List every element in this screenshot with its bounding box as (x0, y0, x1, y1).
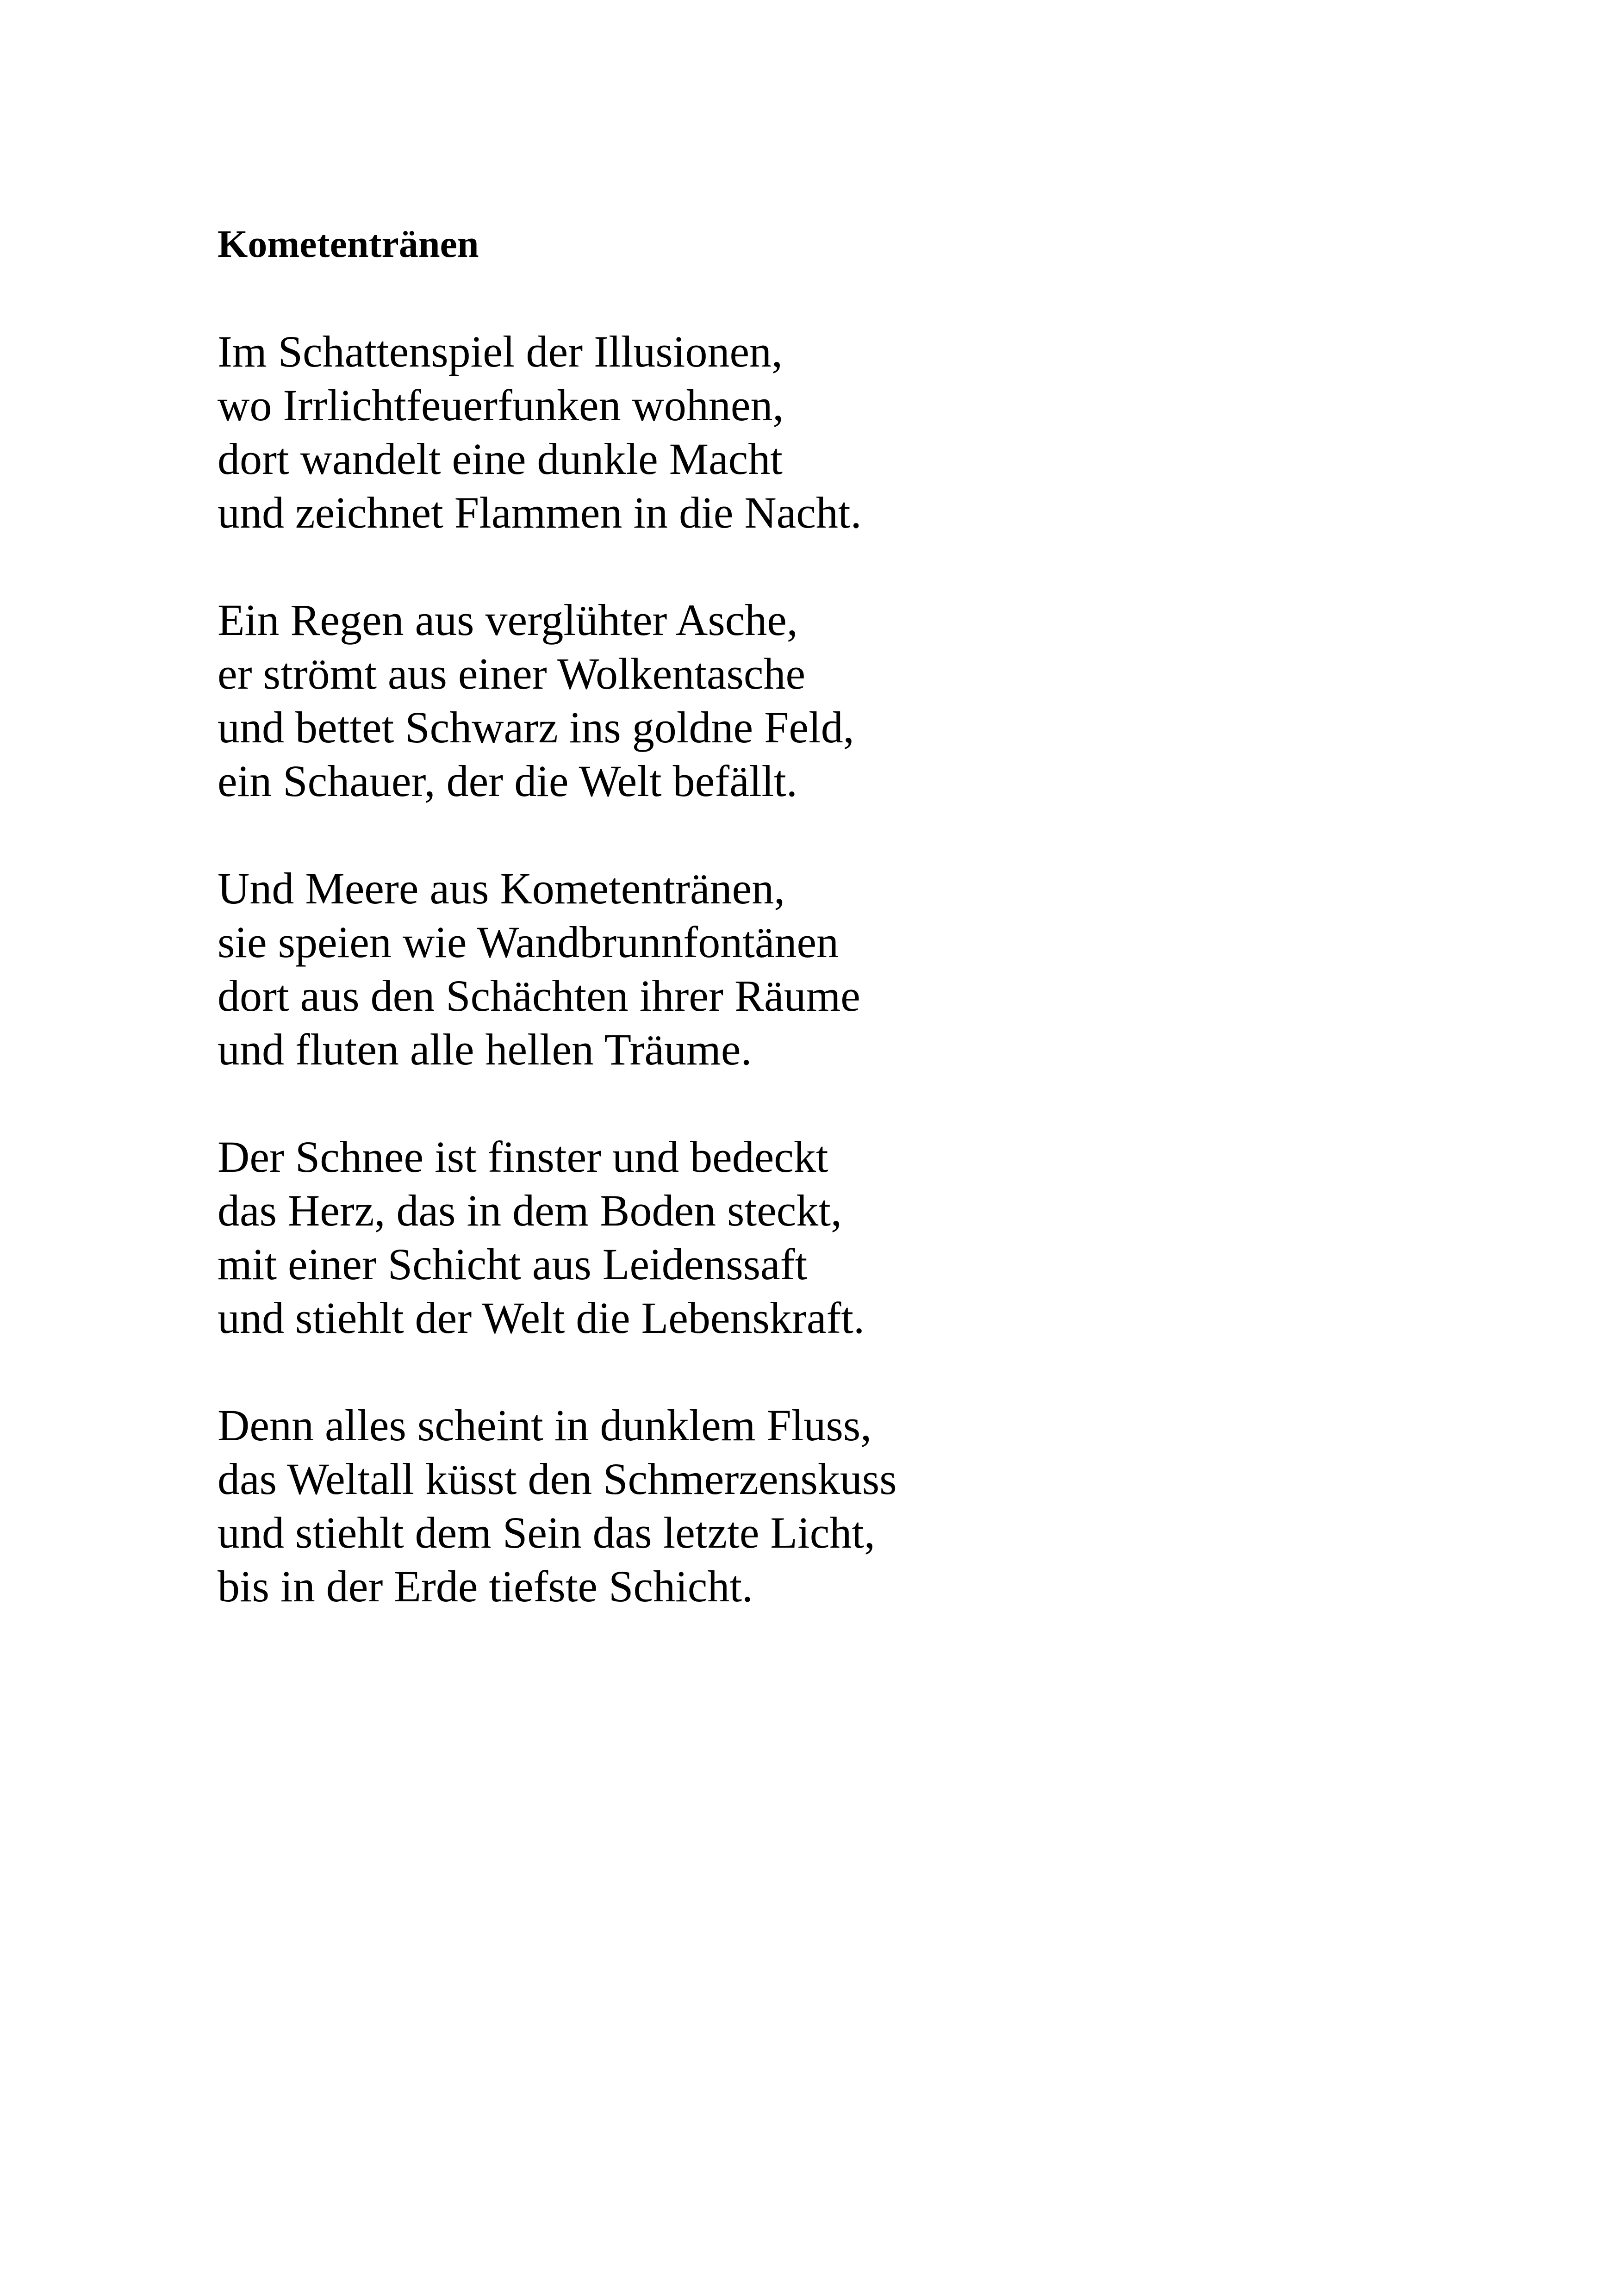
stanza-5 (218, 1399, 1421, 1613)
stanza-3 (218, 862, 1421, 1076)
poem-line: Der Schnee ist finster und bedeckt (218, 1132, 828, 1182)
poem-line: und stiehlt der Welt die Lebenskraft. (218, 1293, 865, 1343)
poem-line: und zeichnet Flammen in die Nacht. (218, 488, 862, 537)
poem-line: das Weltall küsst den Schmerzenskuss (218, 1454, 897, 1504)
poem-line: dort wandelt eine dunkle Macht (218, 434, 783, 484)
poem-line: sie speien wie Wandbrunnfontänen (218, 917, 839, 967)
poem-line: bis in der Erde tiefste Schicht. (218, 1562, 753, 1611)
poem-line: und fluten alle hellen Träume. (218, 1025, 752, 1074)
poem-title: Kometentränen (218, 223, 479, 266)
poem-line: Denn alles scheint in dunklem Fluss, (218, 1400, 872, 1450)
stanza-4 (218, 1130, 1421, 1345)
poem-line: Und Meere aus Kometentränen, (218, 864, 785, 913)
poem-line: er strömt aus einer Wolkentasche (218, 649, 806, 698)
stanza-1 (218, 325, 1421, 540)
poem (218, 218, 1421, 1613)
poem-line: Im Schattenspiel der Illusionen, (218, 327, 783, 376)
poem-line: und bettet Schwarz ins goldne Feld, (218, 703, 854, 752)
stanza-2 (218, 593, 1421, 808)
poem-line: ein Schauer, der die Welt befällt. (218, 756, 797, 806)
poem-line: wo Irrlichtfeuerfunken wohnen, (218, 380, 784, 430)
poem-line: dort aus den Schächten ihrer Räume (218, 971, 860, 1020)
poem-line: und stiehlt dem Sein das letzte Licht, (218, 1508, 876, 1557)
poem-line: Ein Regen aus verglühter Asche, (218, 595, 798, 645)
poem-line: mit einer Schicht aus Leidenssaft (218, 1239, 808, 1289)
poem-line: das Herz, das in dem Boden steckt, (218, 1186, 842, 1235)
